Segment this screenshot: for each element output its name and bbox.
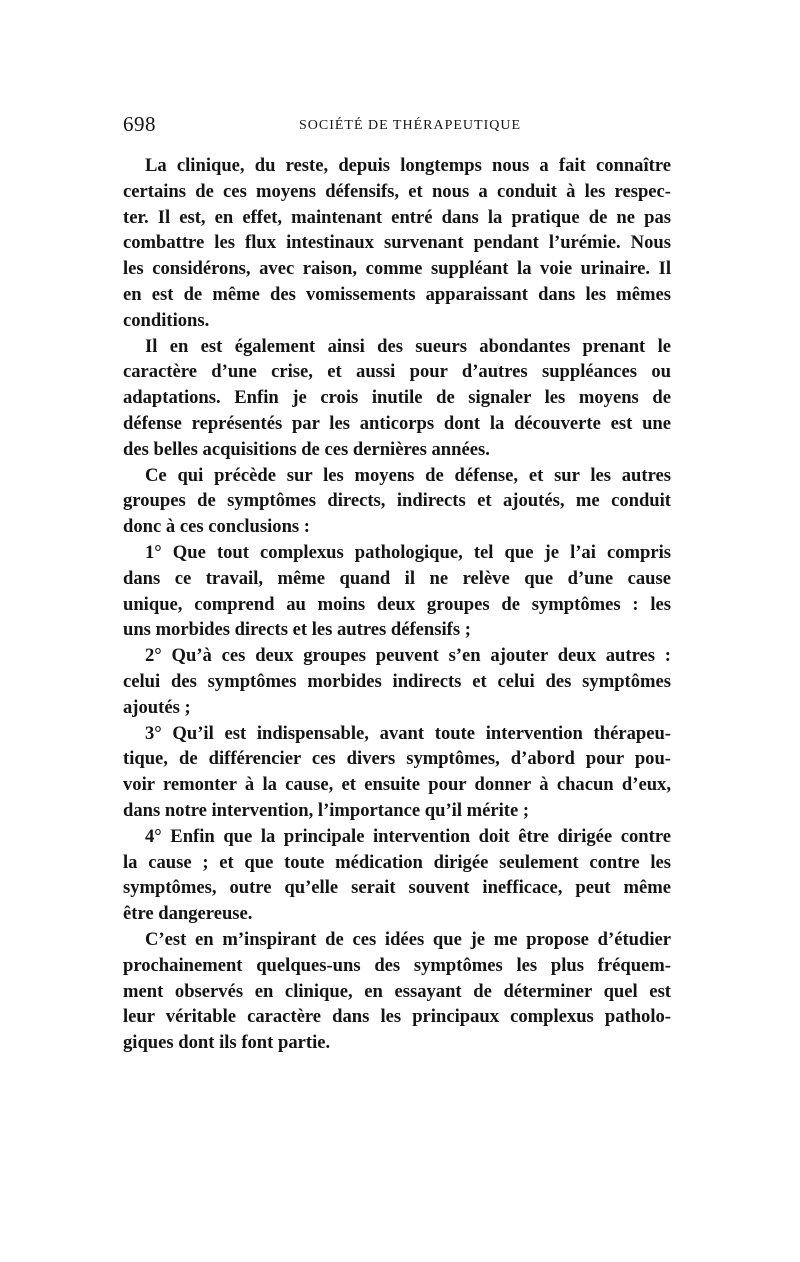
text-line: groupes de symptômes directs, indirects et ajoutés, me conduit	[123, 490, 671, 512]
body-text	[123, 153, 671, 1056]
text-line: giques dont ils font partie.	[123, 1032, 331, 1054]
page-number: 698	[123, 112, 156, 136]
text-line: défense représentés par les anticorps dont la découverte est une	[123, 412, 671, 434]
text-line: unique, comprend au moins deux groupes de symptômes : les	[123, 593, 671, 615]
text-line: ment observés en clinique, en essayant de déterminer quel est	[123, 980, 671, 1002]
text-line: 1° Que tout complexus pathologique, tel que je l’ai compris	[145, 541, 671, 563]
page-header	[123, 112, 671, 142]
text-line: ajoutés ;	[123, 696, 191, 718]
text-line: dans ce travail, même quand il ne relève que d’une cause	[123, 567, 671, 589]
text-line: être dangereuse.	[123, 903, 253, 925]
text-line: adaptations. Enfin je crois inutile de signaler les moyens de	[123, 387, 671, 409]
text-line: leur véritable caractère dans les principaux complexus patholo-	[123, 1006, 671, 1028]
text-line: combattre les flux intestinaux survenant pendant l’urémie. Nous	[123, 232, 671, 254]
text-line: les considérons, avec raison, comme suppléant la voie urinaire. Il	[123, 258, 671, 280]
text-line: prochainement quelques-uns des symptômes les plus fréquem-	[123, 954, 671, 976]
text-line: en est de même des vomissements apparaissant dans les mêmes	[123, 283, 671, 305]
text-line: Il en est également ainsi des sueurs abondantes prenant le	[145, 335, 671, 357]
text-line: 3° Qu’il est indispensable, avant toute intervention thérapeu-	[145, 722, 671, 744]
text-line: la cause ; et que toute médication dirigée seulement contre les	[123, 851, 671, 873]
text-line: ter. Il est, en effet, maintenant entré dans la pratique de ne pas	[123, 206, 671, 228]
text-line: Ce qui précède sur les moyens de défense, et sur les autres	[145, 464, 671, 486]
text-line: celui des symptômes morbides indirects et celui des symptômes	[123, 670, 671, 692]
text-line: C’est en m’inspirant de ces idées que je me propose d’étudier	[145, 928, 671, 950]
text-line: 4° Enfin que la principale intervention doit être dirigée contre	[145, 825, 671, 847]
text-line: La clinique, du reste, depuis longtemps nous a fait connaître	[145, 155, 671, 176]
text-line: symptômes, outre qu’elle serait souvent inefficace, peut même	[123, 877, 671, 899]
running-title: SOCIÉTÉ DE THÉRAPEUTIQUE	[298, 118, 522, 133]
text-line: voir remonter à la cause, et ensuite pour donner à chacun d’eux,	[123, 774, 671, 796]
text-line: uns morbides directs et les autres défensifs ;	[123, 619, 471, 641]
text-line: conditions.	[123, 309, 210, 331]
text-line: des belles acquisitions de ces dernières années.	[123, 438, 490, 460]
text-line: donc à ces conclusions :	[123, 516, 310, 538]
text-line: 2° Qu’à ces deux groupes peuvent s’en ajouter deux autres :	[145, 645, 671, 667]
text-line: dans notre intervention, l’importance qu’il mérite ;	[123, 799, 530, 821]
text-line: certains de ces moyens défensifs, et nous a conduit à les respec-	[123, 180, 671, 202]
text-line: tique, de différencier ces divers symptômes, d’abord pour pou-	[123, 748, 671, 770]
text-line: caractère d’une crise, et aussi pour d’autres suppléances ou	[123, 361, 671, 383]
